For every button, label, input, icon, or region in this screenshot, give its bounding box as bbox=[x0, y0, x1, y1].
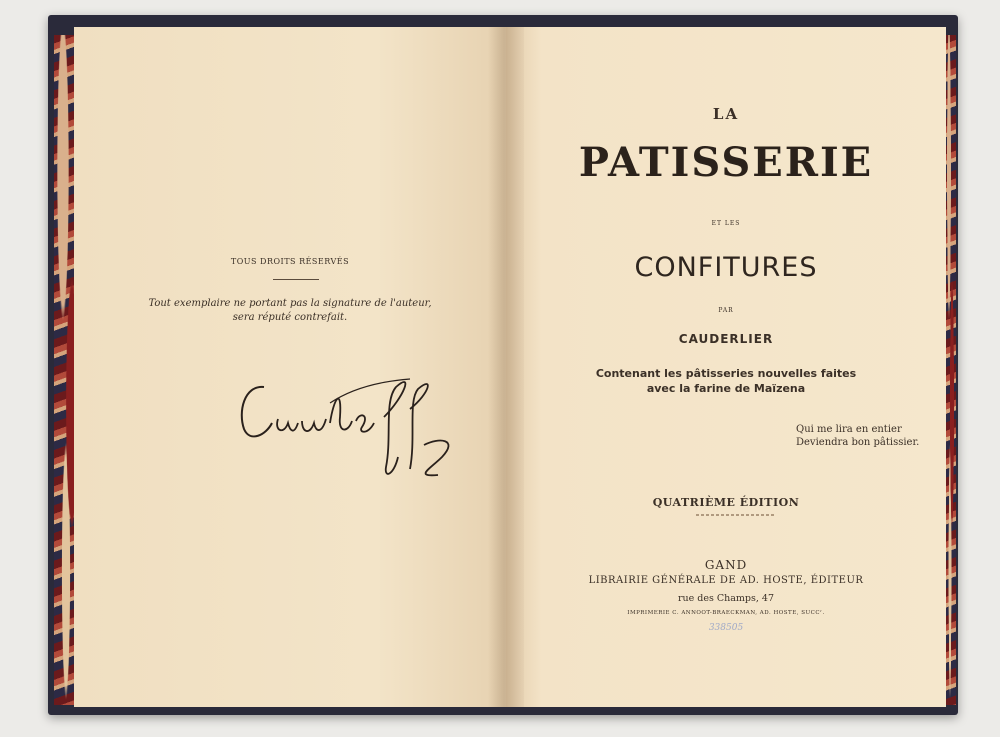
title-article: LA bbox=[712, 105, 740, 123]
edition-label: QUATRIÈME ÉDITION bbox=[652, 496, 800, 509]
book-title: PATISSERIE bbox=[578, 139, 874, 186]
divider-rule bbox=[273, 279, 319, 280]
publisher-line: LIBRAIRIE GÉNÉRALE DE AD. HOSTE, ÉDITEUR bbox=[588, 575, 864, 586]
open-book bbox=[48, 15, 958, 715]
epigraph-line-2: Deviendra bon pâtissier. bbox=[796, 437, 920, 448]
title-conjunction: ET LES bbox=[711, 220, 741, 227]
by-label: PAR bbox=[718, 307, 734, 314]
author-signature bbox=[234, 357, 474, 487]
publication-city: GAND bbox=[704, 558, 748, 572]
publisher-address: rue des Champs, 47 bbox=[677, 593, 775, 604]
marbled-cover-right bbox=[946, 35, 956, 705]
description-line-1: Contenant les pâtisseries nouvelles faites bbox=[595, 367, 857, 380]
authenticity-notice bbox=[74, 297, 506, 325]
epigraph bbox=[796, 423, 919, 449]
epigraph-line-1: Qui me lira en entier bbox=[796, 424, 902, 435]
book-description bbox=[506, 366, 946, 396]
left-page bbox=[74, 27, 506, 707]
description-line-2: avec la farine de Maïzena bbox=[646, 382, 806, 395]
right-page bbox=[506, 27, 946, 707]
author-name: CAUDERLIER bbox=[678, 332, 774, 346]
library-stamp: 338505 bbox=[708, 623, 744, 633]
book-subtitle: CONFITURES bbox=[634, 252, 818, 283]
book-gutter bbox=[488, 27, 524, 707]
edition-rule bbox=[696, 514, 776, 516]
notice-line-2: sera réputé contrefait. bbox=[232, 312, 348, 323]
printer-line: IMPRIMERIE C. ANNOOT-BRAECKMAN, AD. HOSTE, SUCCʳ. bbox=[627, 610, 825, 616]
rights-notice: TOUS DROITS RÉSERVÉS bbox=[230, 257, 350, 266]
notice-line-1: Tout exemplaire ne portant pas la signature de l'auteur, bbox=[148, 298, 432, 309]
